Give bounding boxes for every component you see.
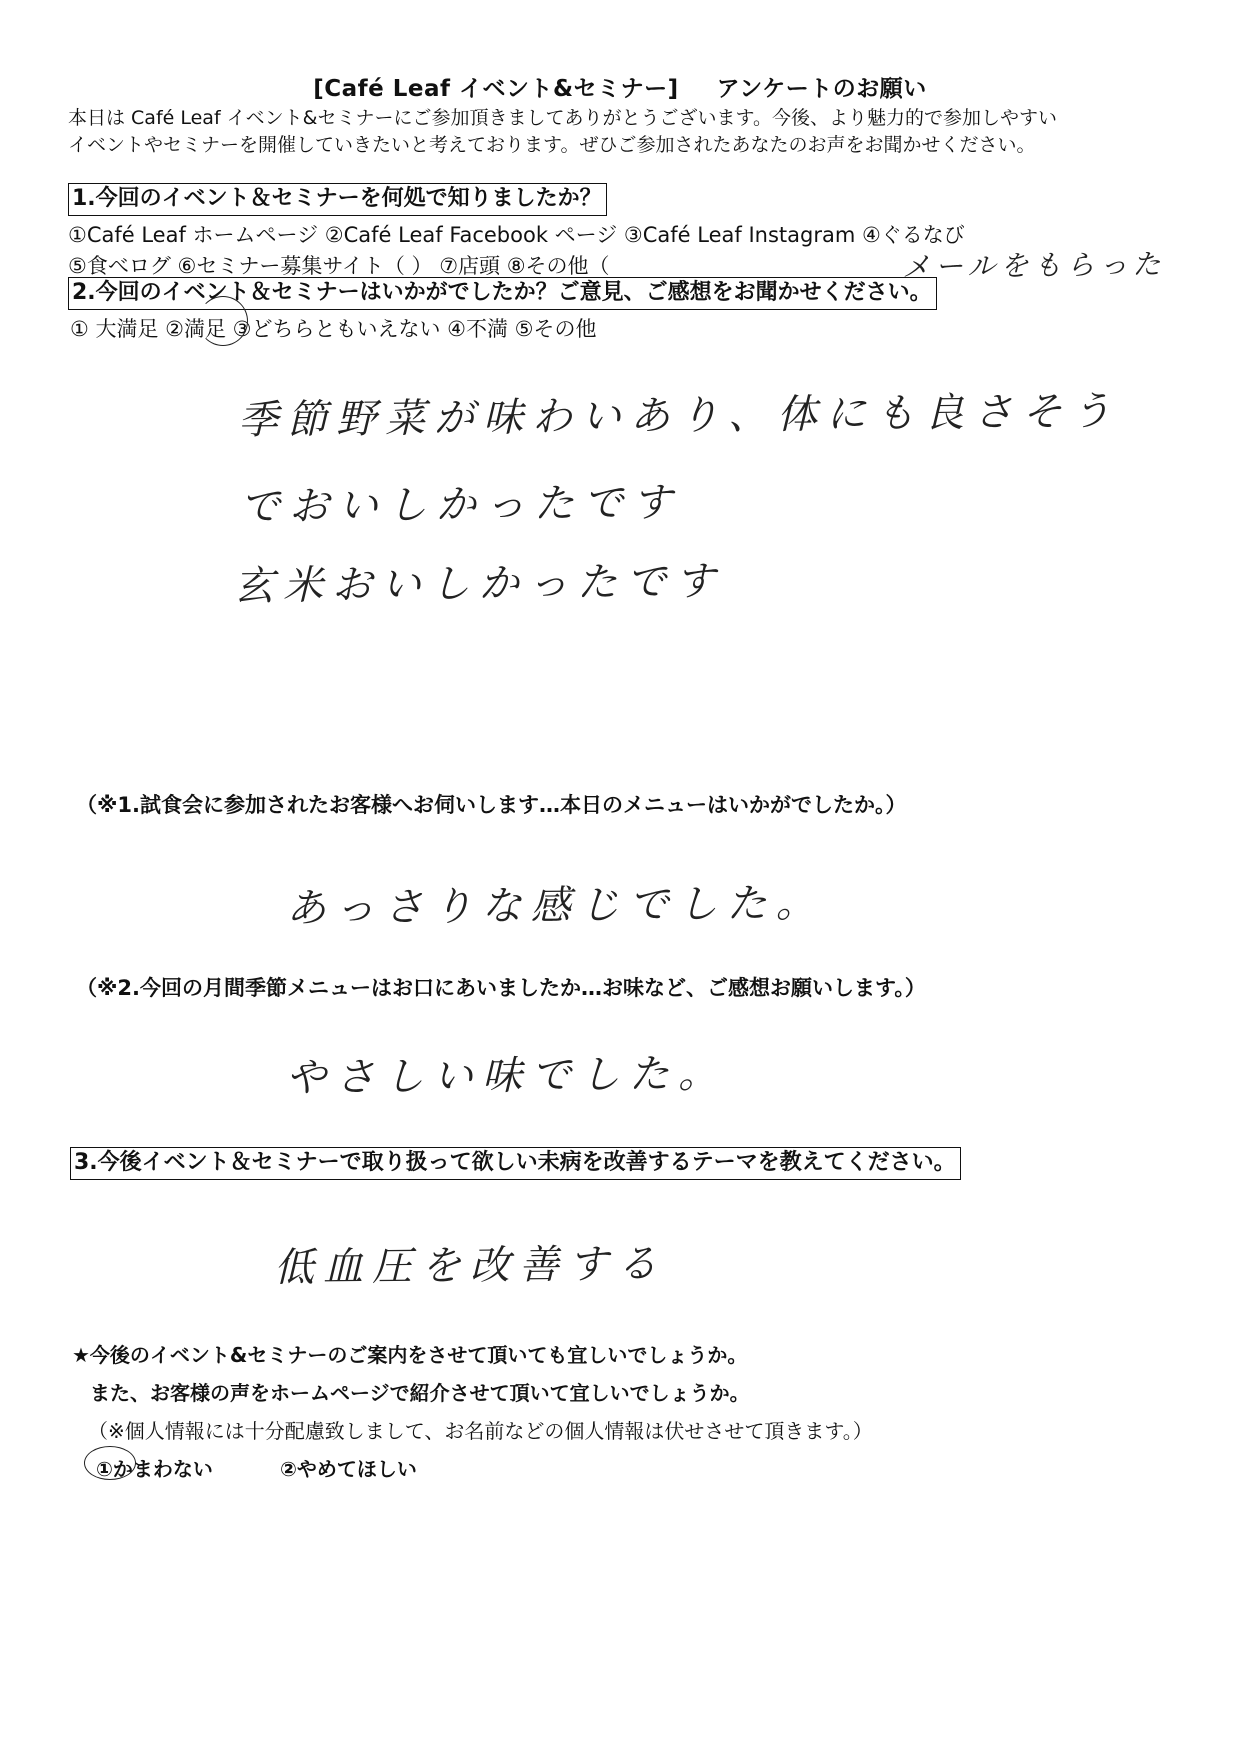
note2-heading: （※2.今回の月間季節メニューはお口にあいましたか…お味など、ご感想お願いします。）: [76, 976, 926, 1000]
q3-heading: 3.今後イベント＆セミナーで取り扱って欲しい未病を改善するテーマを教えてください。: [70, 1147, 961, 1180]
note2-handwritten-answer: やさしい味でした。: [285, 1050, 728, 1102]
consent-option-allow: ①かまわない: [96, 1457, 213, 1481]
q2-handwritten-line-1: 季節野菜が味わいあり、体にも良さそう: [237, 388, 1121, 444]
q1-options-row-2: ⑤食べログ ⑥セミナー募集サイト（ ） ⑦店頭 ⑧その他（: [68, 254, 610, 278]
consent-option-decline: ②やめてほしい: [280, 1457, 417, 1481]
title-survey-request: アンケートのお願い: [716, 76, 927, 102]
consent-line-3: （※個人情報には十分配慮致しまして、お名前などの個人情報は伏せさせて頂きます。）: [88, 1419, 873, 1443]
q2-handwritten-line-2: でおいしかったです: [239, 479, 682, 531]
note1-heading: （※1.試食会に参加されたお客様へお伺いします…本日のメニューはいかがでしたか。）: [76, 793, 907, 817]
q1-heading: 1.今回のイベント＆セミナーを何処で知りましたか？: [68, 183, 607, 216]
intro-line-2: イベントやセミナーを開催していきたいと考えております。ぜひご参加されたあなたのお声をお聞かせください。: [68, 134, 1036, 156]
q1-options-row-1: ①Café Leaf ホームページ ②Café Leaf Facebook ページ ③Café Leaf Instagram ④ぐるなび: [68, 223, 965, 247]
title-event-name: [Café Leaf イベント&セミナー]: [313, 76, 679, 102]
consent-line-1: ★今後のイベント&セミナーのご案内をさせて頂いても宜しいでしょうか。: [72, 1343, 748, 1367]
q2-options: ① 大満足 ②満足 ③どちらともいえない ④不満 ⑤その他: [70, 317, 597, 341]
page-title: [0, 70, 1240, 103]
consent-line-2: また、お客様の声をホームページで紹介させて頂いて宜しいでしょうか。: [90, 1381, 750, 1405]
intro-line-1: 本日は Café Leaf イベント&セミナーにご参加頂きましてありがとうございます。今後、より魅力的で参加しやすい: [68, 107, 1057, 129]
q2-heading: 2.今回のイベント＆セミナーはいかがでしたか？ご意見、ご感想をお聞かせください。: [68, 277, 937, 310]
q2-handwritten-line-3: 玄米おいしかったです: [233, 558, 725, 610]
q1-handwritten-answer: メールをもらった: [901, 247, 1166, 284]
q3-handwritten-answer: 低血圧を改善する: [273, 1240, 667, 1292]
q2-selection-circle: [198, 296, 248, 346]
consent-selection-circle: [84, 1446, 136, 1480]
note1-handwritten-answer: あっさりな感じでした。: [285, 880, 825, 932]
